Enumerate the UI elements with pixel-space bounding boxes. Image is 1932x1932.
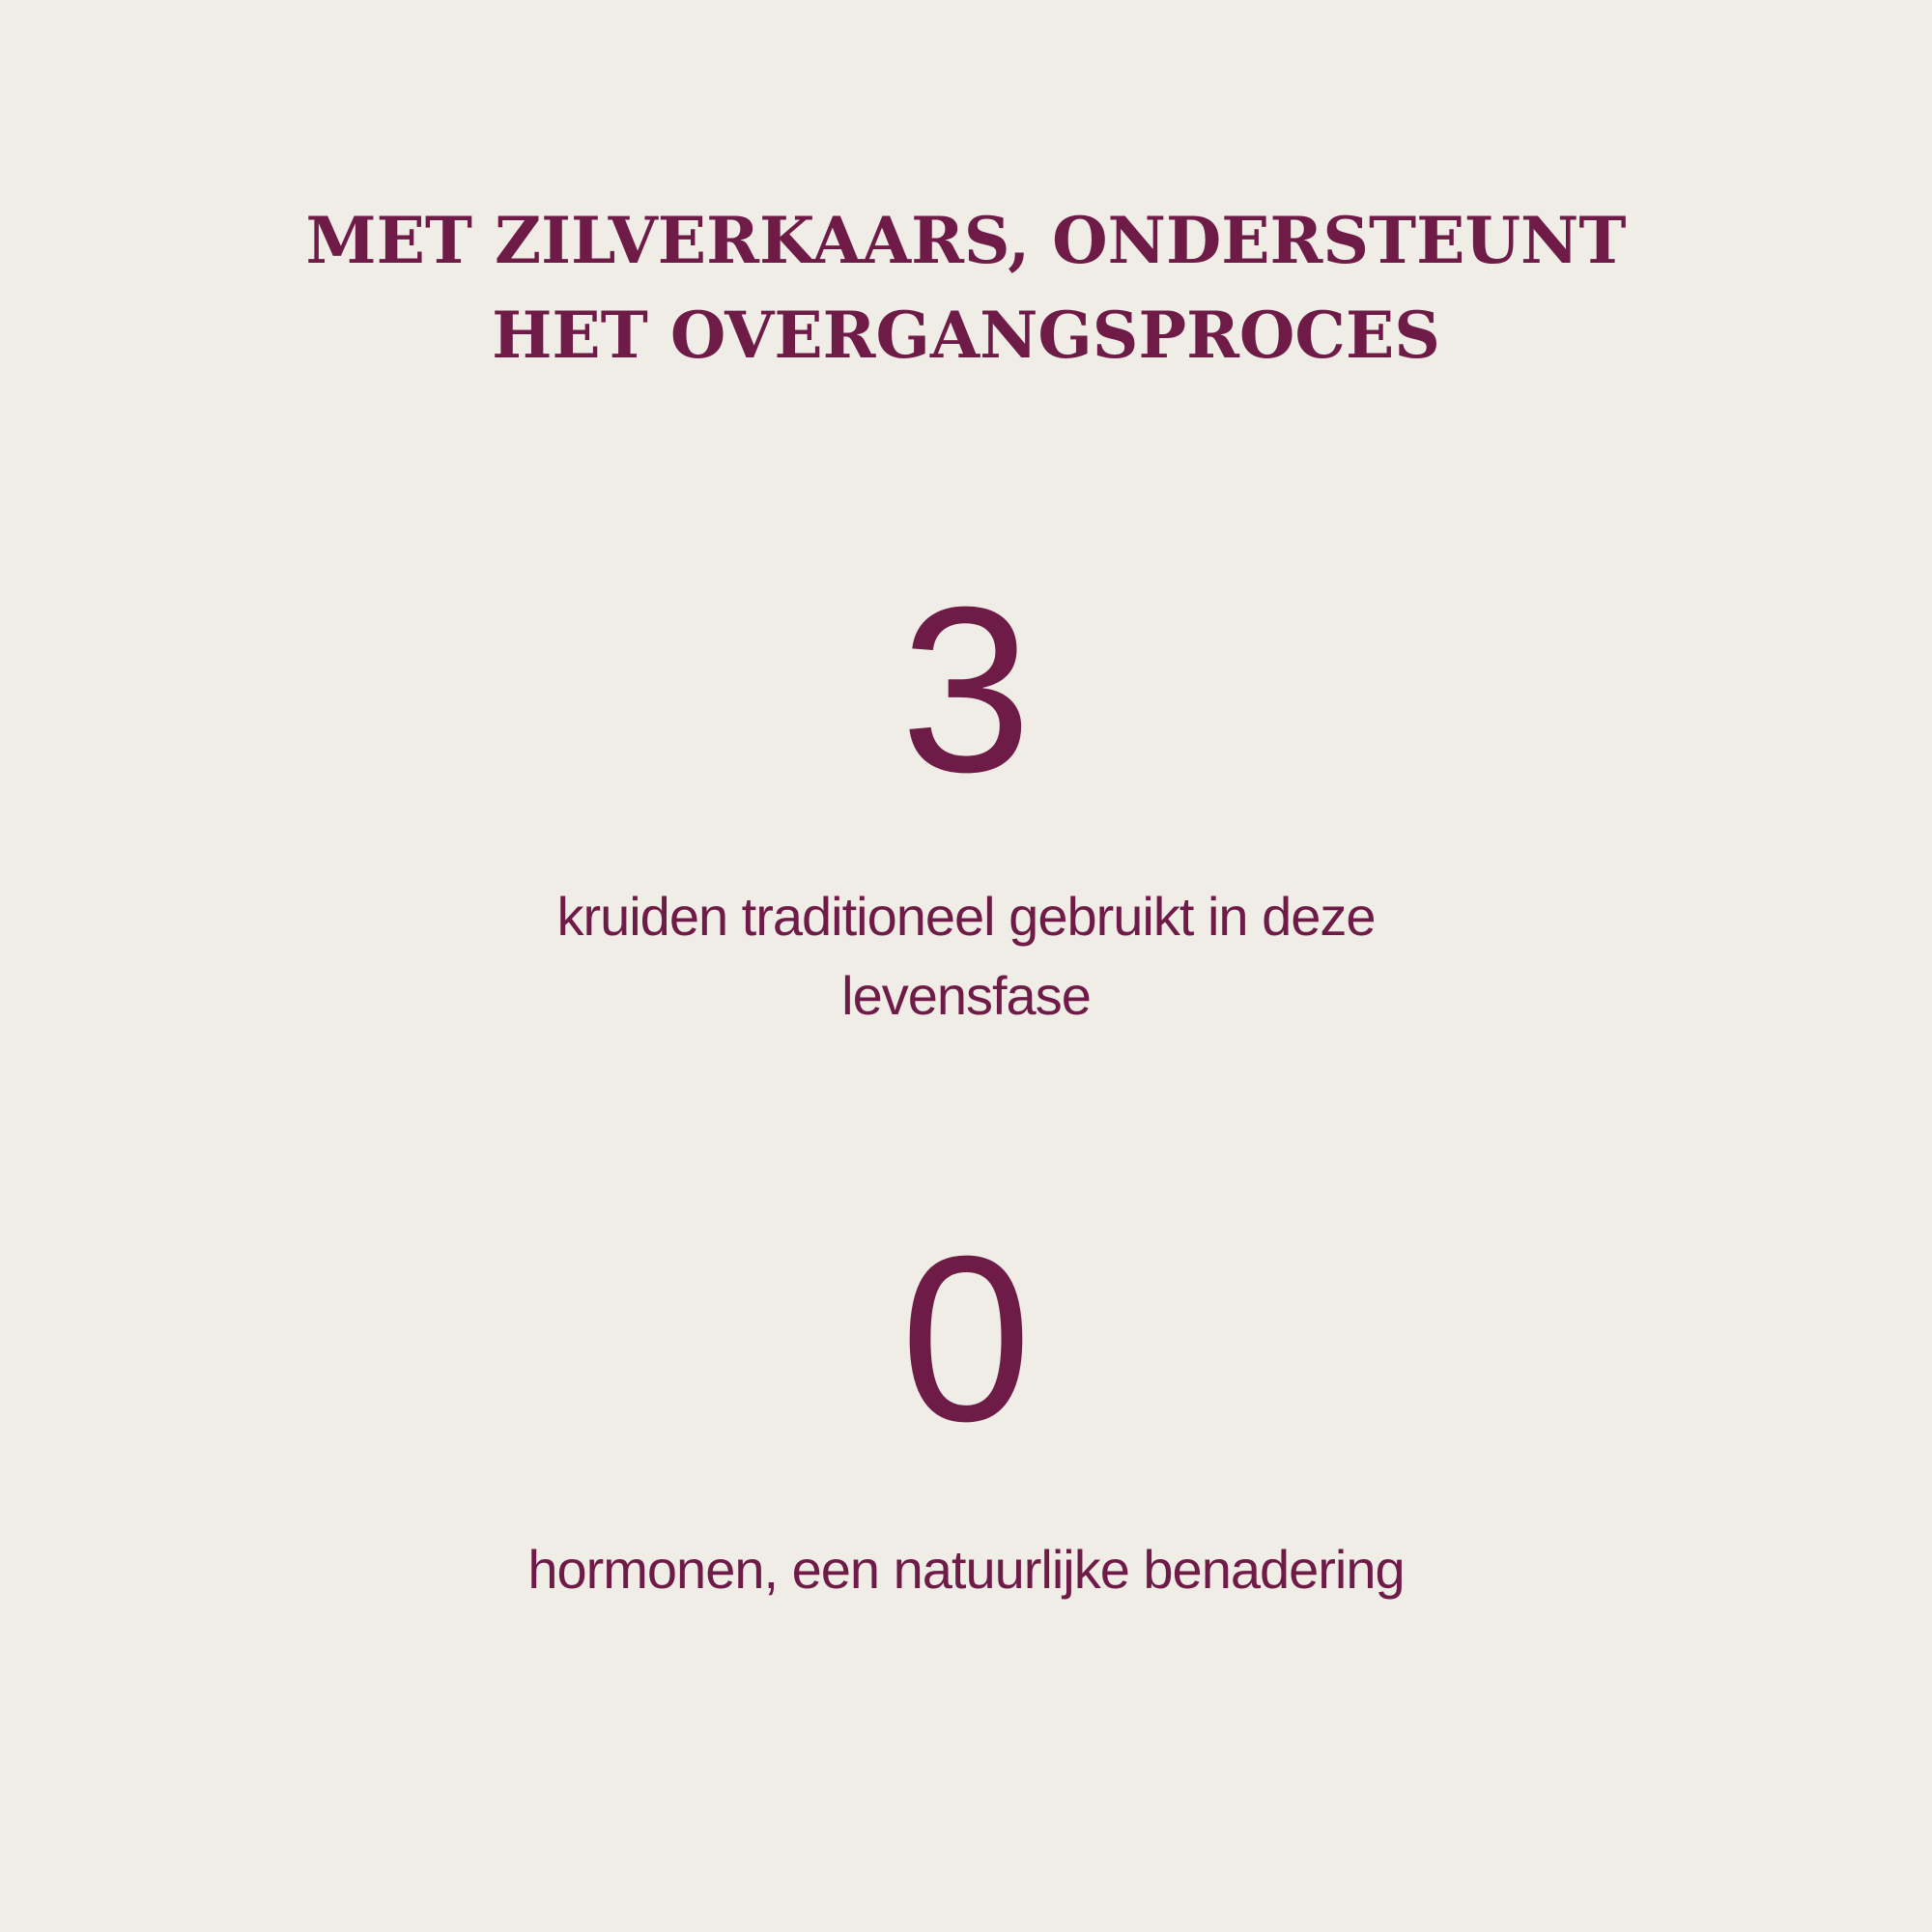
stat-value-hormones: 0 <box>900 1207 1032 1470</box>
stat-caption-herbs: kruiden traditioneel gebruikt in deze levensfase <box>556 886 1376 1026</box>
headline: MET ZILVERKAARS, ONDERSTEUNT HET OVERGANGSPROCES <box>305 203 1627 373</box>
stat-caption-hormones: hormonen, een natuurlijke benadering <box>527 1539 1405 1600</box>
stat-value-herbs: 3 <box>900 557 1032 821</box>
